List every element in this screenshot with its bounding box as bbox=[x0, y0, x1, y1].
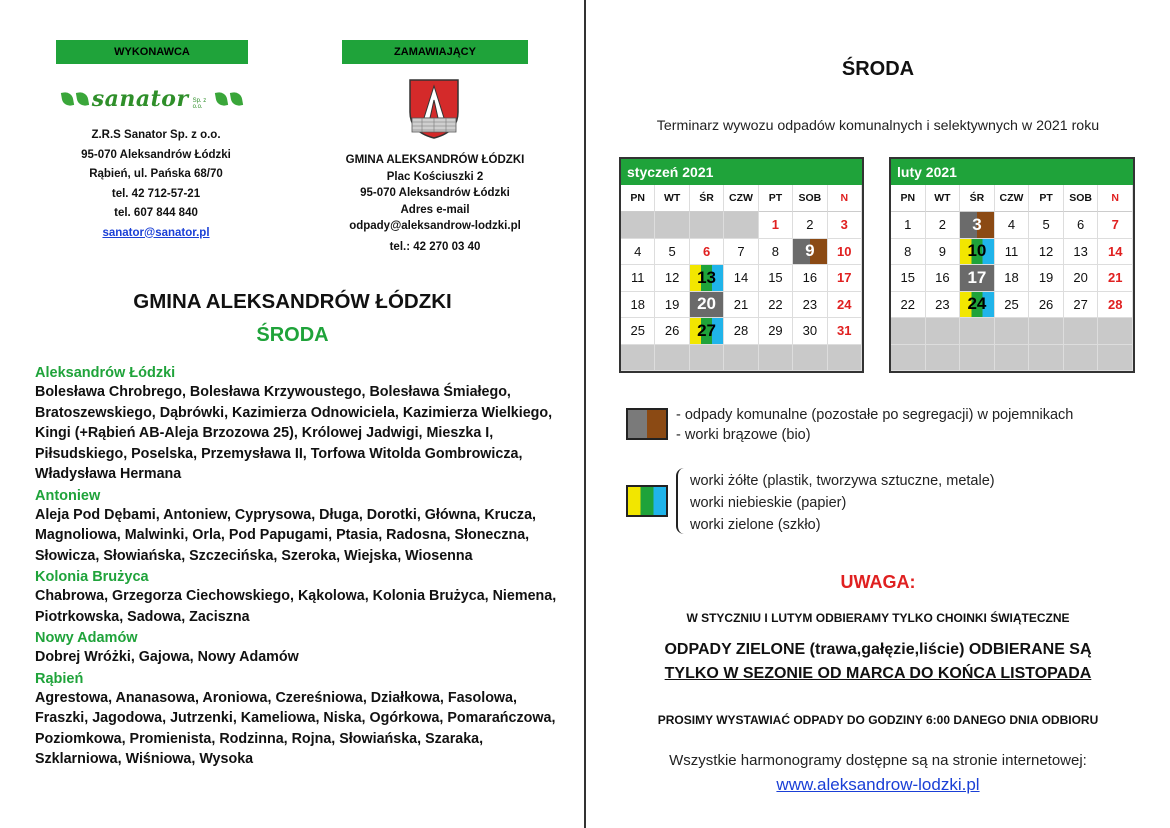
client-info bbox=[314, 152, 556, 255]
calendar-day: 19 bbox=[655, 292, 689, 319]
calendar-day: 26 bbox=[1029, 292, 1064, 319]
contractor-tel-1: tel. 42 712-57-21 bbox=[111, 187, 201, 200]
calendar-empty-cell bbox=[1098, 345, 1133, 372]
contractor-tel-2: tel. 607 844 840 bbox=[114, 207, 198, 219]
calendar-day: 25 bbox=[995, 292, 1030, 319]
calendar-day: 19 bbox=[1029, 265, 1064, 292]
notice-green-waste bbox=[586, 638, 1170, 686]
calendar-title: styczeń 2021 bbox=[621, 159, 862, 185]
locality-name: Rąbień bbox=[35, 670, 84, 687]
coat-of-arms-icon bbox=[408, 78, 460, 140]
calendar-day: 7 bbox=[1098, 212, 1133, 239]
calendar-day: 8 bbox=[891, 239, 926, 266]
calendar-empty-cell bbox=[828, 345, 862, 372]
calendar-day: 23 bbox=[793, 292, 827, 319]
legend-recycling-text bbox=[690, 470, 995, 536]
notice-christmas-trees: W STYCZNIU I LUTYM ODBIERAMY TYLKO CHOINKI ŚWIĄTECZNE bbox=[686, 611, 1070, 625]
calendar-empty-cell bbox=[655, 345, 689, 372]
calendar-empty-cell bbox=[724, 212, 758, 239]
calendar-day: 15 bbox=[891, 265, 926, 292]
client-header: ZAMAWIAJĄCY bbox=[342, 40, 528, 64]
gmina-title: GMINA ALEKSANDRÓW ŁÓDZKI bbox=[133, 290, 452, 313]
schedule-day-title: ŚRODA bbox=[841, 58, 915, 80]
locality-name: Kolonia Brużyca bbox=[35, 569, 149, 585]
brace-icon bbox=[676, 468, 688, 534]
calendar-day: 27 bbox=[690, 318, 724, 345]
contractor-address-2: Rąbień, ul. Pańska 68/70 bbox=[89, 168, 223, 180]
locality-block bbox=[35, 568, 565, 627]
weekday-header: WT bbox=[655, 185, 689, 212]
calendar-day: 20 bbox=[1064, 265, 1099, 292]
calendar-day: 21 bbox=[1098, 265, 1133, 292]
weekday-header: N bbox=[1098, 185, 1133, 212]
locality-name: Aleksandrów Łódzki bbox=[35, 365, 176, 381]
client-email: odpady@aleksandrow-lodzki.pl bbox=[349, 220, 521, 232]
sanator-logo bbox=[62, 82, 242, 116]
weekday-header: PT bbox=[1029, 185, 1064, 212]
calendar-day: 18 bbox=[995, 265, 1030, 292]
calendar-day: 22 bbox=[891, 292, 926, 319]
calendar-empty-cell bbox=[621, 212, 655, 239]
calendar-day: 24 bbox=[960, 292, 995, 319]
client-name: GMINA ALEKSANDRÓW ŁÓDZKI bbox=[345, 154, 525, 166]
calendar-empty-cell bbox=[1064, 318, 1099, 345]
logo-text: sanator bbox=[91, 86, 189, 112]
calendar-day: 15 bbox=[759, 265, 793, 292]
calendar-day: 28 bbox=[724, 318, 758, 345]
contractor-info bbox=[40, 126, 272, 243]
weekday-header: PN bbox=[891, 185, 926, 212]
calendar-empty-cell bbox=[1029, 345, 1064, 372]
calendar-day: 16 bbox=[793, 265, 827, 292]
weekday-header: ŚR bbox=[690, 185, 724, 212]
calendar-empty-cell bbox=[724, 345, 758, 372]
calendar-day: 20 bbox=[690, 292, 724, 319]
calendar-day: 9 bbox=[793, 239, 827, 266]
streets-list bbox=[35, 362, 565, 770]
calendar-day: 1 bbox=[759, 212, 793, 239]
calendar-day: 13 bbox=[1064, 239, 1099, 266]
locality-streets: Bolesława Chrobrego, Bolesława Krzywoustego, Bolesława Śmiałego, Bratoszewskiego, Dąbrówki, Kazimierza Odnowiciela, Kazimierza Wielkiego, Kingi (+Rąbień AB-Aleja Brzozowa 25), Królowej Jadwigi, Mieszka I, Piłsudskiego, Poselska, Przemysława II, Torfowa Witolda Gombrowicza, Władysława Hermana bbox=[35, 384, 553, 482]
calendar-day: 2 bbox=[793, 212, 827, 239]
calendar-day: 29 bbox=[759, 318, 793, 345]
calendar-empty-cell bbox=[960, 345, 995, 372]
calendar-day: 11 bbox=[621, 265, 655, 292]
calendar-day: 4 bbox=[995, 212, 1030, 239]
calendar-day: 22 bbox=[759, 292, 793, 319]
notice-green-waste-line-1: ODPADY ZIELONE (trawa,gałęzie,liście) ODBIERANE SĄ bbox=[664, 641, 1092, 658]
calendar-day: 18 bbox=[621, 292, 655, 319]
schedule-subtitle: Terminarz wywozu odpadów komunalnych i selektywnych w 2021 roku bbox=[656, 118, 1100, 134]
contractor-name: Z.R.S Sanator Sp. z o.o. bbox=[91, 129, 221, 141]
calendar-day: 10 bbox=[960, 239, 995, 266]
notice-time: PROSIMY WYSTAWIAĆ ODPADY DO GODZINY 6:00 DANEGO DNIA ODBIORU bbox=[657, 713, 1099, 727]
calendar-day: 25 bbox=[621, 318, 655, 345]
legend-recycling-swatch bbox=[626, 485, 668, 517]
weekday-header: CZW bbox=[995, 185, 1030, 212]
calendar-grid bbox=[891, 185, 1133, 371]
calendar-day: 5 bbox=[655, 239, 689, 266]
calendar-day: 12 bbox=[655, 265, 689, 292]
leaf-icon bbox=[230, 91, 243, 107]
calendar-day: 3 bbox=[960, 212, 995, 239]
calendar-day: 23 bbox=[926, 292, 961, 319]
locality-block bbox=[35, 364, 565, 485]
logo-suffix: Sp. z o.o. bbox=[192, 98, 207, 110]
client-tel: tel.: 42 270 03 40 bbox=[389, 240, 481, 253]
leaf-icon bbox=[61, 91, 74, 107]
contractor-email-link[interactable]: sanator@sanator.pl bbox=[102, 226, 210, 239]
calendar-empty-cell bbox=[690, 345, 724, 372]
calendar-day: 11 bbox=[995, 239, 1030, 266]
locality-name: Nowy Adamów bbox=[35, 630, 138, 646]
calendar-empty-cell bbox=[655, 212, 689, 239]
calendar-empty-cell bbox=[759, 345, 793, 372]
weekday-header: SOB bbox=[1064, 185, 1099, 212]
calendar-day: 31 bbox=[828, 318, 862, 345]
locality-streets: Chabrowa, Grzegorza Ciechowskiego, Kąkolowa, Kolonia Brużyca, Niemena, Piotrkowska, Sadowa, Zaciszna bbox=[35, 588, 557, 625]
calendar-day: 28 bbox=[1098, 292, 1133, 319]
calendar-january bbox=[619, 157, 864, 373]
notice-green-waste-line-2: TYLKO W SEZONIE OD MARCA DO KOŃCA LISTOPADA bbox=[664, 665, 1092, 682]
calendar-empty-cell bbox=[690, 212, 724, 239]
contractor-address-1: 95-070 Aleksandrów Łódzki bbox=[81, 148, 231, 161]
calendar-empty-cell bbox=[1029, 318, 1064, 345]
calendar-day: 2 bbox=[926, 212, 961, 239]
locality-streets: Aleja Pod Dębami, Antoniew, Cyprysowa, Długa, Dorotki, Główna, Krucza, Magnoliowa, Malwinki, Orla, Pod Papugami, Ptasia, Radosna, Słoneczna, Słowicza, Słowiańska, Szczecińska, Szeroka, Wiejska, Wiosenna bbox=[35, 506, 537, 564]
collection-day: ŚRODA bbox=[256, 324, 329, 346]
client-address-2: 95-070 Aleksandrów Łódzki bbox=[360, 187, 510, 199]
calendar-day: 13 bbox=[690, 265, 724, 292]
weekday-header: WT bbox=[926, 185, 961, 212]
locality-name: Antoniew bbox=[35, 487, 101, 504]
leaf-icon bbox=[76, 91, 89, 107]
notice-heading: UWAGA: bbox=[840, 572, 916, 592]
calendar-day: 7 bbox=[724, 239, 758, 266]
website-link[interactable]: www.aleksandrow-lodzki.pl bbox=[776, 775, 980, 794]
legend-line: worki niebieskie (papier) bbox=[690, 495, 847, 511]
calendar-day: 17 bbox=[960, 265, 995, 292]
legend-mixed-waste-swatch bbox=[626, 408, 668, 440]
locality-block bbox=[35, 670, 565, 770]
calendar-day: 6 bbox=[1064, 212, 1099, 239]
calendar-day: 4 bbox=[621, 239, 655, 266]
calendar-empty-cell bbox=[891, 345, 926, 372]
client-address-1: Plac Kościuszki 2 bbox=[386, 170, 484, 183]
locality-streets: Agrestowa, Ananasowa, Aroniowa, Czereśniowa, Działkowa, Fasolowa, Fraszki, Jagodowa, Jutrzenki, Kameliowa, Niska, Ogórkowa, Pomarańczowa, Poziomkowa, Promienista, Rodzinna, Rojna, Słowiańska, Szaraka, Szklarniowa, Wiśniowa, Wysoka bbox=[35, 689, 556, 767]
calendar-day: 26 bbox=[655, 318, 689, 345]
leaf-icon bbox=[215, 91, 228, 107]
weekday-header: N bbox=[828, 185, 862, 212]
legend-mixed-waste-text bbox=[676, 405, 1073, 445]
calendar-day: 30 bbox=[793, 318, 827, 345]
legend-line: worki zielone (szkło) bbox=[690, 517, 821, 533]
calendar-empty-cell bbox=[1064, 345, 1099, 372]
calendar-empty-cell bbox=[960, 318, 995, 345]
weekday-header: SOB bbox=[793, 185, 827, 212]
calendar-day: 8 bbox=[759, 239, 793, 266]
calendar-day: 9 bbox=[926, 239, 961, 266]
notice-website-info: Wszystkie harmonogramy dostępne są na stronie internetowej: bbox=[669, 752, 1087, 769]
calendar-day: 14 bbox=[724, 265, 758, 292]
client-email-label: Adres e-mail bbox=[400, 203, 470, 216]
calendar-day: 24 bbox=[828, 292, 862, 319]
calendar-day: 5 bbox=[1029, 212, 1064, 239]
calendar-grid bbox=[621, 185, 862, 371]
legend-line: worki żółte (plastik, tworzywa sztuczne, metale) bbox=[690, 473, 995, 489]
weekday-header: PT bbox=[759, 185, 793, 212]
locality-block bbox=[35, 487, 565, 567]
calendar-day: 6 bbox=[690, 239, 724, 266]
calendar-empty-cell bbox=[926, 318, 961, 345]
calendar-day: 10 bbox=[828, 239, 862, 266]
calendar-empty-cell bbox=[995, 345, 1030, 372]
calendar-day: 1 bbox=[891, 212, 926, 239]
calendar-day: 12 bbox=[1029, 239, 1064, 266]
contractor-header: WYKONAWCA bbox=[56, 40, 248, 64]
calendar-february bbox=[889, 157, 1135, 373]
calendar-day: 3 bbox=[828, 212, 862, 239]
calendar-day: 27 bbox=[1064, 292, 1099, 319]
calendar-empty-cell bbox=[995, 318, 1030, 345]
weekday-header: CZW bbox=[724, 185, 758, 212]
calendar-empty-cell bbox=[793, 345, 827, 372]
locality-block bbox=[35, 629, 565, 668]
legend-line: - worki brązowe (bio) bbox=[676, 427, 811, 443]
calendar-empty-cell bbox=[1098, 318, 1133, 345]
calendar-title: luty 2021 bbox=[891, 159, 1133, 185]
calendar-day: 17 bbox=[828, 265, 862, 292]
locality-streets: Dobrej Wróżki, Gajowa, Nowy Adamów bbox=[35, 649, 299, 665]
calendar-empty-cell bbox=[926, 345, 961, 372]
calendar-day: 16 bbox=[926, 265, 961, 292]
calendar-day: 14 bbox=[1098, 239, 1133, 266]
calendar-empty-cell bbox=[891, 318, 926, 345]
right-page bbox=[586, 0, 1170, 828]
weekday-header: ŚR bbox=[960, 185, 995, 212]
calendar-day: 21 bbox=[724, 292, 758, 319]
legend-line: - odpady komunalne (pozostałe po segregacji) w pojemnikach bbox=[676, 407, 1074, 423]
weekday-header: PN bbox=[621, 185, 655, 212]
calendar-empty-cell bbox=[621, 345, 655, 372]
